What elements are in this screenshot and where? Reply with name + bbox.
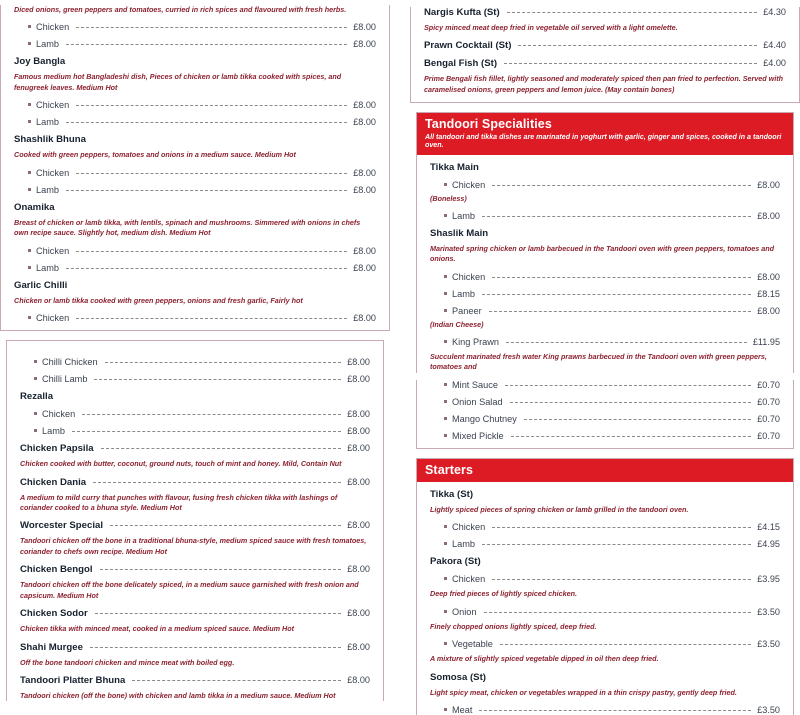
dish-price: £8.00 bbox=[353, 167, 376, 178]
section-header-starters bbox=[417, 459, 793, 482]
dish-option-name: Chicken bbox=[452, 179, 486, 190]
dish-option-row[interactable] bbox=[444, 639, 780, 649]
dish-price: £3.50 bbox=[757, 606, 780, 617]
bullet-icon bbox=[28, 103, 31, 106]
dish-price: £11.95 bbox=[752, 336, 780, 347]
dish-option-row[interactable] bbox=[444, 414, 780, 424]
dish-description: Off the bone tandoori chicken and mince meat with boiled egg. bbox=[20, 657, 235, 667]
dish-price: £4.15 bbox=[757, 522, 780, 533]
leader-dots bbox=[76, 173, 347, 174]
dish-option-row[interactable] bbox=[28, 168, 376, 178]
dish-name: Joy Bangla bbox=[14, 56, 66, 68]
dish-name: Rezalla bbox=[20, 391, 54, 403]
dish-name: Tandoori Platter Bhuna bbox=[20, 675, 126, 686]
dish-price: £8.00 bbox=[353, 245, 376, 256]
leader-dots bbox=[66, 122, 347, 123]
dish-option-name: Paneer bbox=[452, 305, 482, 316]
dish-option-row[interactable] bbox=[444, 522, 780, 532]
dish-option-row[interactable] bbox=[444, 380, 780, 390]
bullet-icon bbox=[444, 275, 447, 278]
dish-price: £8.00 bbox=[757, 305, 780, 316]
section-header-tandoori-specialities bbox=[417, 113, 793, 154]
dish-option-row[interactable] bbox=[28, 185, 376, 195]
dish-option-row[interactable] bbox=[28, 100, 376, 110]
dish-option-name: Chicken bbox=[36, 313, 70, 324]
section-subtitle: All tandoori and tikka dishes are marinated in yoghurt with garlic, ginger and spices, cooked in a tandoori oven. bbox=[425, 132, 782, 150]
bullet-icon bbox=[444, 400, 447, 403]
dish-description: A medium to mild curry that punches with flavour, fusing fresh chicken tikka with lashings of coriander cooked to a bhuna style. Medium Hot bbox=[20, 492, 338, 512]
leader-dots bbox=[484, 612, 752, 613]
dish-price: £3.50 bbox=[757, 639, 780, 650]
dish-price: £8.00 bbox=[347, 409, 370, 420]
dish-option-name: Chilli Lamb bbox=[42, 374, 88, 385]
leader-dots bbox=[482, 544, 751, 545]
leader-dots bbox=[76, 318, 347, 319]
dish-row[interactable] bbox=[430, 228, 780, 239]
bullet-icon bbox=[28, 25, 31, 28]
dish-row[interactable] bbox=[430, 556, 780, 567]
dish-option-name: Onion bbox=[452, 606, 477, 617]
bullet-icon bbox=[28, 171, 31, 174]
dish-name: Onamika bbox=[14, 201, 55, 213]
bullet-icon bbox=[444, 577, 447, 580]
leader-dots bbox=[76, 105, 347, 106]
leader-dots bbox=[492, 185, 751, 186]
dish-name: Shaslik Main bbox=[430, 227, 489, 239]
dish-option-name: Chicken bbox=[36, 22, 70, 33]
leader-dots bbox=[90, 647, 341, 648]
dish-row[interactable] bbox=[20, 675, 370, 686]
dish-description: Finely chopped onions lightly spiced, deep fried. bbox=[430, 621, 597, 631]
dish-price: £0.70 bbox=[757, 379, 780, 390]
dish-price: £8.00 bbox=[353, 39, 376, 50]
dish-price: £8.00 bbox=[347, 520, 370, 531]
dish-option-row[interactable] bbox=[34, 426, 370, 436]
dish-price: £8.00 bbox=[353, 100, 376, 111]
dish-name: Worcester Special bbox=[20, 520, 104, 532]
dish-price: £8.00 bbox=[347, 564, 370, 575]
dish-option-row[interactable] bbox=[34, 374, 370, 384]
dish-list bbox=[424, 7, 786, 95]
dish-price: £4.00 bbox=[763, 58, 786, 69]
page-gap bbox=[0, 331, 390, 340]
dish-name: Chicken Papsila bbox=[20, 443, 94, 455]
dish-option-row[interactable] bbox=[444, 539, 780, 549]
leader-dots bbox=[105, 362, 342, 363]
dish-description: Chicken cooked with butter, coconut, ground nuts, touch of mint and honey. Mild, Contain Nut bbox=[20, 459, 342, 469]
dish-price: £8.00 bbox=[347, 357, 370, 368]
dish-price: £8.00 bbox=[353, 313, 376, 324]
dish-option-name: Chicken bbox=[36, 100, 70, 111]
dish-row[interactable] bbox=[424, 58, 786, 69]
leader-dots bbox=[66, 268, 347, 269]
dish-price: £8.00 bbox=[347, 476, 370, 487]
dish-name: Chicken Sodor bbox=[20, 608, 88, 620]
dish-price: £8.00 bbox=[347, 426, 370, 437]
dish-price: £4.40 bbox=[763, 40, 786, 51]
leader-dots bbox=[510, 402, 752, 403]
leader-dots bbox=[94, 379, 341, 380]
dish-name: Tikka Main bbox=[430, 161, 479, 173]
dish-price: £8.00 bbox=[757, 271, 780, 282]
dish-price: £8.00 bbox=[347, 443, 370, 454]
dish-option-name: Lamb bbox=[42, 426, 65, 437]
leader-dots bbox=[100, 569, 342, 570]
dish-price: £0.70 bbox=[757, 413, 780, 424]
dish-description: Succulent marinated fresh water King prawns barbecued in the Tandoori oven with green peppers, tomatoes and bbox=[430, 351, 767, 372]
leader-dots bbox=[492, 527, 751, 528]
dish-description: Famous medium hot Bangladeshi dish, Pieces of chicken or lamb tikka cooked with spices, and fenugreek leaves. Medium Hot bbox=[14, 72, 342, 92]
menu-page-right-2 bbox=[416, 112, 794, 372]
leader-dots bbox=[72, 431, 341, 432]
dish-note: (Indian Cheese) bbox=[430, 319, 484, 329]
leader-dots bbox=[524, 419, 751, 420]
bullet-icon bbox=[34, 429, 37, 432]
dish-row[interactable] bbox=[430, 489, 780, 500]
menu-column-right bbox=[410, 0, 800, 715]
dish-price: £0.70 bbox=[757, 396, 780, 407]
dish-option-name: Mint Sauce bbox=[452, 379, 498, 390]
dish-row[interactable] bbox=[20, 443, 370, 454]
leader-dots bbox=[76, 27, 347, 28]
menu-column-left bbox=[0, 0, 390, 700]
bullet-icon bbox=[28, 316, 31, 319]
dish-option-name: Chicken bbox=[36, 245, 70, 256]
dish-name: Pakora (St) bbox=[430, 556, 481, 568]
leader-dots bbox=[110, 525, 341, 526]
leader-dots bbox=[482, 216, 751, 217]
dish-name: Tikka (St) bbox=[430, 488, 474, 500]
dish-option-row[interactable] bbox=[444, 337, 780, 347]
dish-description: Chicken or lamb tikka cooked with green peppers, onions and fresh garlic, Fairly hot bbox=[14, 295, 303, 305]
dish-option-row[interactable] bbox=[444, 607, 780, 617]
leader-dots bbox=[518, 45, 757, 46]
dish-option-name: Chicken bbox=[42, 409, 76, 420]
dish-description: A mixture of slightly spiced vegetable dipped in oil then deep fried. bbox=[430, 654, 659, 664]
menu-page-right-3 bbox=[416, 380, 794, 449]
dish-description: Cooked with green peppers, tomatoes and onions in a medium sauce. Medium Hot bbox=[14, 150, 296, 160]
dish-price: £3.95 bbox=[757, 574, 780, 585]
menu-page-left-2 bbox=[6, 340, 384, 701]
dish-price: £4.30 bbox=[763, 7, 786, 17]
leader-dots bbox=[95, 613, 342, 614]
dish-option-name: Mango Chutney bbox=[452, 413, 517, 424]
dish-row[interactable] bbox=[424, 40, 786, 51]
leader-dots bbox=[505, 385, 751, 386]
dish-price: £8.00 bbox=[353, 22, 376, 33]
menu-page-left-1 bbox=[0, 5, 390, 331]
bullet-icon bbox=[444, 309, 447, 312]
dish-price: £8.00 bbox=[347, 608, 370, 619]
dish-option-row[interactable] bbox=[28, 22, 376, 32]
dish-option-name: Mixed Pickle bbox=[452, 430, 504, 441]
dish-option-row[interactable] bbox=[444, 574, 780, 584]
dish-name: Somosa (St) bbox=[430, 671, 486, 683]
dish-row[interactable] bbox=[424, 7, 786, 18]
leader-dots bbox=[82, 414, 341, 415]
dish-list bbox=[430, 489, 780, 715]
page-gap bbox=[410, 103, 800, 112]
leader-dots bbox=[482, 294, 751, 295]
leader-dots bbox=[101, 448, 342, 449]
bullet-icon bbox=[28, 266, 31, 269]
menu-page-right-4 bbox=[416, 458, 794, 715]
dish-option-row[interactable] bbox=[34, 409, 370, 419]
dish-option-row[interactable] bbox=[444, 397, 780, 407]
dish-list bbox=[430, 380, 780, 441]
section-title: Starters bbox=[425, 462, 474, 477]
bullet-icon bbox=[444, 708, 447, 711]
dish-description: Prime Bengali fish fillet, lightly seasoned and moderately spiced then pan fried to perfection. Served with caramelised onions, green peppers and lemon juice. (May contain bones) bbox=[424, 74, 784, 94]
leader-dots bbox=[492, 277, 751, 278]
leader-dots bbox=[511, 436, 752, 437]
dish-description: Spicy minced meat deep fried in vegetable oil served with a light omelette. bbox=[424, 23, 678, 32]
leader-dots bbox=[66, 190, 347, 191]
leader-dots bbox=[507, 12, 758, 13]
dish-note: (Boneless) bbox=[430, 193, 467, 203]
dish-price: £0.70 bbox=[757, 430, 780, 441]
dish-option-row[interactable] bbox=[444, 211, 780, 221]
dish-option-name: Lamb bbox=[36, 262, 59, 273]
dish-row[interactable] bbox=[430, 162, 780, 173]
dish-list bbox=[14, 5, 376, 323]
dish-option-name: Chilli Chicken bbox=[42, 357, 98, 368]
bullet-icon bbox=[28, 188, 31, 191]
dish-price: £8.00 bbox=[353, 117, 376, 128]
leader-dots bbox=[479, 710, 751, 711]
bullet-icon bbox=[28, 120, 31, 123]
dish-option-row[interactable] bbox=[28, 117, 376, 127]
dish-price: £8.00 bbox=[347, 374, 370, 385]
dish-option-name: Chicken bbox=[36, 167, 70, 178]
dish-option-name: Onion Salad bbox=[452, 396, 503, 407]
bullet-icon bbox=[34, 412, 37, 415]
dish-description: Deep fried pieces of lightly spiced chicken. bbox=[430, 589, 577, 599]
leader-dots bbox=[132, 680, 341, 681]
dish-option-name: Lamb bbox=[452, 539, 475, 550]
dish-price: £8.00 bbox=[757, 179, 780, 190]
dish-description: Breast of chicken or lamb tikka, with lentils, spinach and mushrooms. Simmered with onions in chefs own recipe sauce. Slightly hot, medium dish. Medium Hot bbox=[14, 217, 361, 238]
dish-option-row[interactable] bbox=[444, 180, 780, 190]
dish-row[interactable] bbox=[20, 608, 370, 619]
dish-option-name: Lamb bbox=[36, 117, 59, 128]
dish-option-name: Lamb bbox=[452, 288, 475, 299]
bullet-icon bbox=[444, 417, 447, 420]
bullet-icon bbox=[444, 642, 447, 645]
dish-option-name: Chicken bbox=[452, 522, 486, 533]
bullet-icon bbox=[444, 383, 447, 386]
dish-price: £8.00 bbox=[347, 641, 370, 652]
dish-option-row[interactable] bbox=[444, 705, 780, 715]
dish-description: Diced onions, green peppers and tomatoes, curried in rich spices and flavoured with fresh herbs. bbox=[14, 5, 347, 14]
dish-name: Garlic Chilli bbox=[14, 279, 68, 291]
bullet-icon bbox=[444, 340, 447, 343]
leader-dots bbox=[66, 44, 347, 45]
leader-dots bbox=[492, 579, 751, 580]
page-gap bbox=[410, 449, 800, 458]
bullet-icon bbox=[444, 183, 447, 186]
menu-page-right-1 bbox=[410, 7, 800, 103]
dish-price: £8.00 bbox=[353, 184, 376, 195]
dish-option-name: Lamb bbox=[452, 210, 475, 221]
bullet-icon bbox=[444, 214, 447, 217]
dish-price: £3.50 bbox=[757, 705, 780, 715]
dish-name: Nargis Kufta (St) bbox=[424, 7, 500, 18]
leader-dots bbox=[489, 311, 752, 312]
section-title: Tandoori Specialities bbox=[425, 117, 552, 132]
dish-option-row[interactable] bbox=[28, 263, 376, 273]
dish-option-name: Chicken bbox=[452, 271, 486, 282]
bullet-icon bbox=[34, 360, 37, 363]
dish-name: Chicken Dania bbox=[20, 476, 87, 488]
bullet-icon bbox=[444, 610, 447, 613]
dish-option-name: Chicken bbox=[452, 574, 486, 585]
dish-option-row[interactable] bbox=[444, 431, 780, 441]
dish-price: £4.95 bbox=[757, 539, 780, 550]
leader-dots bbox=[93, 482, 341, 483]
dish-description: Tandoori chicken (off the bone) with chicken and lamb tikka in a medium sauce. Medium Hot bbox=[20, 691, 336, 700]
dish-price: £8.00 bbox=[353, 262, 376, 273]
dish-option-row[interactable] bbox=[444, 272, 780, 282]
dish-row[interactable] bbox=[20, 477, 370, 488]
dish-description: Lightly spiced pieces of spring chicken or lamb grilled in the tandoori oven. bbox=[430, 504, 689, 514]
dish-option-row[interactable] bbox=[28, 39, 376, 49]
bullet-icon bbox=[444, 542, 447, 545]
dish-row[interactable] bbox=[20, 642, 370, 653]
dish-price: £8.00 bbox=[757, 210, 780, 221]
dish-option-row[interactable] bbox=[444, 289, 780, 299]
bullet-icon bbox=[34, 377, 37, 380]
leader-dots bbox=[500, 644, 751, 645]
dish-description: Chicken tikka with minced meat, cooked in a medium spiced sauce. Medium Hot bbox=[20, 624, 294, 634]
dish-option-row[interactable] bbox=[34, 357, 370, 367]
dish-row[interactable] bbox=[20, 564, 370, 575]
dish-option-row[interactable] bbox=[28, 246, 376, 256]
dish-price: £8.15 bbox=[757, 288, 780, 299]
dish-price: £8.00 bbox=[347, 675, 370, 685]
dish-option-name: King Prawn bbox=[452, 336, 499, 347]
dish-name: Bengal Fish (St) bbox=[424, 58, 498, 70]
dish-name: Chicken Bengol bbox=[20, 564, 93, 576]
dish-description: Light spicy meat, chicken or vegetables wrapped in a thin crispy pastry, gently deep fried. bbox=[430, 687, 737, 697]
dish-row[interactable] bbox=[430, 672, 780, 683]
dish-row[interactable] bbox=[20, 391, 370, 402]
dish-description: Marinated spring chicken or lamb barbecued in the Tandoori oven with green peppers, tomatoes and onions. bbox=[430, 243, 774, 264]
dish-row[interactable] bbox=[14, 280, 376, 291]
dish-option-name: Lamb bbox=[36, 184, 59, 195]
dish-description: Tandoori chicken off the bone in a traditional bhuna-style, medium spiced sauce with fresh tomatoes, coriander to chefs own recipe. Medium Hot bbox=[20, 536, 367, 556]
dish-name: Shahi Murgee bbox=[20, 641, 83, 653]
dish-option-name: Vegetable bbox=[452, 639, 493, 650]
dish-row[interactable] bbox=[14, 202, 376, 213]
bullet-icon bbox=[444, 434, 447, 437]
dish-name: Prawn Cocktail (St) bbox=[424, 40, 512, 52]
dish-option-row[interactable] bbox=[28, 313, 376, 323]
bullet-icon bbox=[28, 42, 31, 45]
dish-option-name: Meat bbox=[452, 705, 473, 715]
dish-row[interactable] bbox=[14, 134, 376, 145]
dish-option-row[interactable] bbox=[444, 306, 780, 316]
leader-dots bbox=[76, 251, 347, 252]
dish-list bbox=[430, 162, 780, 373]
bullet-icon bbox=[444, 525, 447, 528]
bullet-icon bbox=[28, 249, 31, 252]
dish-row[interactable] bbox=[14, 56, 376, 67]
bullet-icon bbox=[444, 292, 447, 295]
dish-option-name: Lamb bbox=[36, 39, 59, 50]
dish-description: Tandoori chicken off the bone delicately spiced, in a medium sauce garnished with fresh onion and capsicum. Medium Hot bbox=[20, 580, 359, 600]
dish-name: Shashlik Bhuna bbox=[14, 134, 86, 146]
leader-dots bbox=[506, 342, 747, 343]
leader-dots bbox=[504, 63, 757, 64]
dish-row[interactable] bbox=[20, 520, 370, 531]
dish-list bbox=[20, 357, 370, 701]
